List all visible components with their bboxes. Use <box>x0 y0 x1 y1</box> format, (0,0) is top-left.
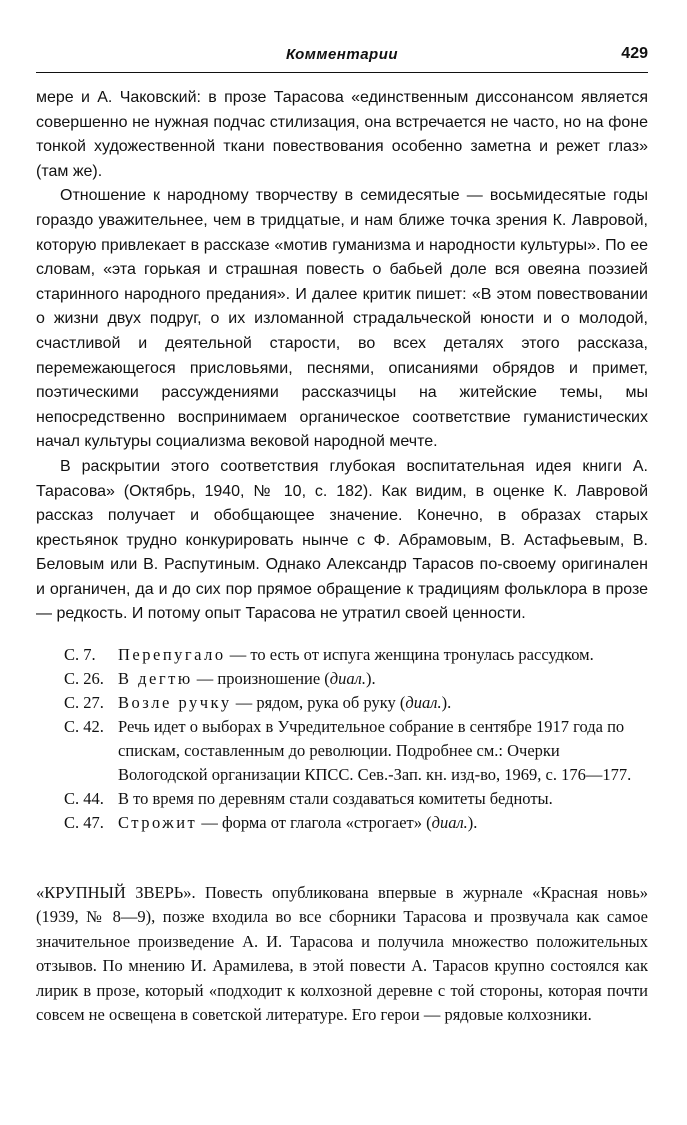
page-number: 429 <box>621 45 648 62</box>
running-head: Комментарии <box>285 46 399 63</box>
note-page-ref: С. 27. <box>64 693 104 712</box>
note-text: — произношение ( <box>192 669 330 688</box>
note-dial-mark: диал. <box>431 813 468 832</box>
note-item <box>64 715 648 787</box>
note-dial-mark: диал. <box>329 669 366 688</box>
page-header <box>36 44 648 72</box>
note-term: Перепугало <box>118 645 226 664</box>
note-text: — форма от глагола «строгает» ( <box>197 813 432 832</box>
note-item <box>64 811 648 835</box>
note-term: В дегтю <box>118 669 193 688</box>
note-item <box>64 691 648 715</box>
note-text: Речь идет о выборах в Учредительное собрание в сентябре 1917 года по спискам, составленным до революции. Подробнее см.: Очерки Вологодской организации КПСС. Сев.-Зап. кн. изд-во, 1969, с. 176—177. <box>118 717 632 784</box>
note-dial-mark: диал. <box>405 693 442 712</box>
section-krupny-zver <box>36 881 648 1027</box>
note-page-ref: С. 42. <box>64 717 104 736</box>
paragraph: мере и А. Чаковский: в прозе Тарасова «единственным диссонансом является совершенно не нужная подчас стилизация, она встречается не часто, но на фоне тонкой художественной ткани повествования особенно заметна и режет глаз» (там же). <box>36 89 648 180</box>
note-text-end: ). <box>441 693 452 712</box>
note-page-ref: С. 7. <box>64 645 96 664</box>
note-text: — рядом, рука об руку ( <box>231 693 406 712</box>
header-rule <box>36 72 648 73</box>
note-item <box>64 667 648 691</box>
note-text-end: ). <box>467 813 478 832</box>
note-text: В то время по деревням стали создаваться комитеты бедноты. <box>118 789 553 808</box>
note-term: Строжит <box>118 813 198 832</box>
commentary-body <box>36 86 648 627</box>
note-page-ref: С. 26. <box>64 669 104 688</box>
section-paragraph: «КРУПНЫЙ ЗВЕРЬ». Повесть опубликована впервые в журнале «Красная новь» (1939, № 8—9), позже входила во все сборники Тарасова и прозвучала как самое значительное произведение А. И. Тарасова и получила множество положительных отзывов. По мнению И. Арамилева, в этой повести А. Тарасов крупно состоялся как лирик в прозе, который «подходит к колхозной деревне с той стороны, которая почти совсем не освещена в советской литературе. Его герои — рядовые колхозники. <box>36 883 648 1025</box>
note-page-ref: С. 44. <box>64 789 104 808</box>
note-text-end: ). <box>365 669 376 688</box>
note-item <box>64 787 648 811</box>
note-page-ref: С. 47. <box>64 813 104 832</box>
note-term: Возле ручку <box>118 693 232 712</box>
notes-list <box>64 643 648 835</box>
note-item <box>64 643 648 667</box>
note-text: — то есть от испуга женщина тронулась рассудком. <box>225 645 594 664</box>
paragraph: Отношение к народному творчеству в семидесятые — восьмидесятые годы гораздо уважительнее, чем в тридцатые, и нам ближе точка зрения К. Лавровой, которую привлекает в рассказе «мотив гуманизма и народности культуры». По ее словам, «эта горькая и страшная повесть о бабьей доле вся овеяна поэзией старинного народного предания». И далее критик пишет: «В этом повествовании о жизни двух подруг, о их изломанной страдальческой юности и о молодой, счастливой и деятельной старости, во всех деталях этого рассказа, перемежающегося присловьями, песнями, описаниями обрядов и примет, поэтическими рассуждениями рассказчицы на житейские темы, мы непосредственно воспринимаем органическое соответствие гуманистических начал культуры социализма вековой народной мечте. <box>36 187 648 451</box>
paragraph: В раскрытии этого соответствия глубокая воспитательная идея книги А. Тарасова» (Октябрь, 1940, № 10, с. 182). Как видим, в оценке К. Лавровой рассказ получает и обобщающее значение. Конечно, в образах старых крестьянок трудно конкурировать нынче с Ф. Абрамовым, В. Астафьевым, В. Беловым или В. Распутиным. Однако Александр Тарасов по-своему оригинален и органичен, да и до сих пор прямое обращение к традициям фольклора в прозе — редкость. И потому опыт Тарасова не утратил своей ценности. <box>36 457 648 623</box>
